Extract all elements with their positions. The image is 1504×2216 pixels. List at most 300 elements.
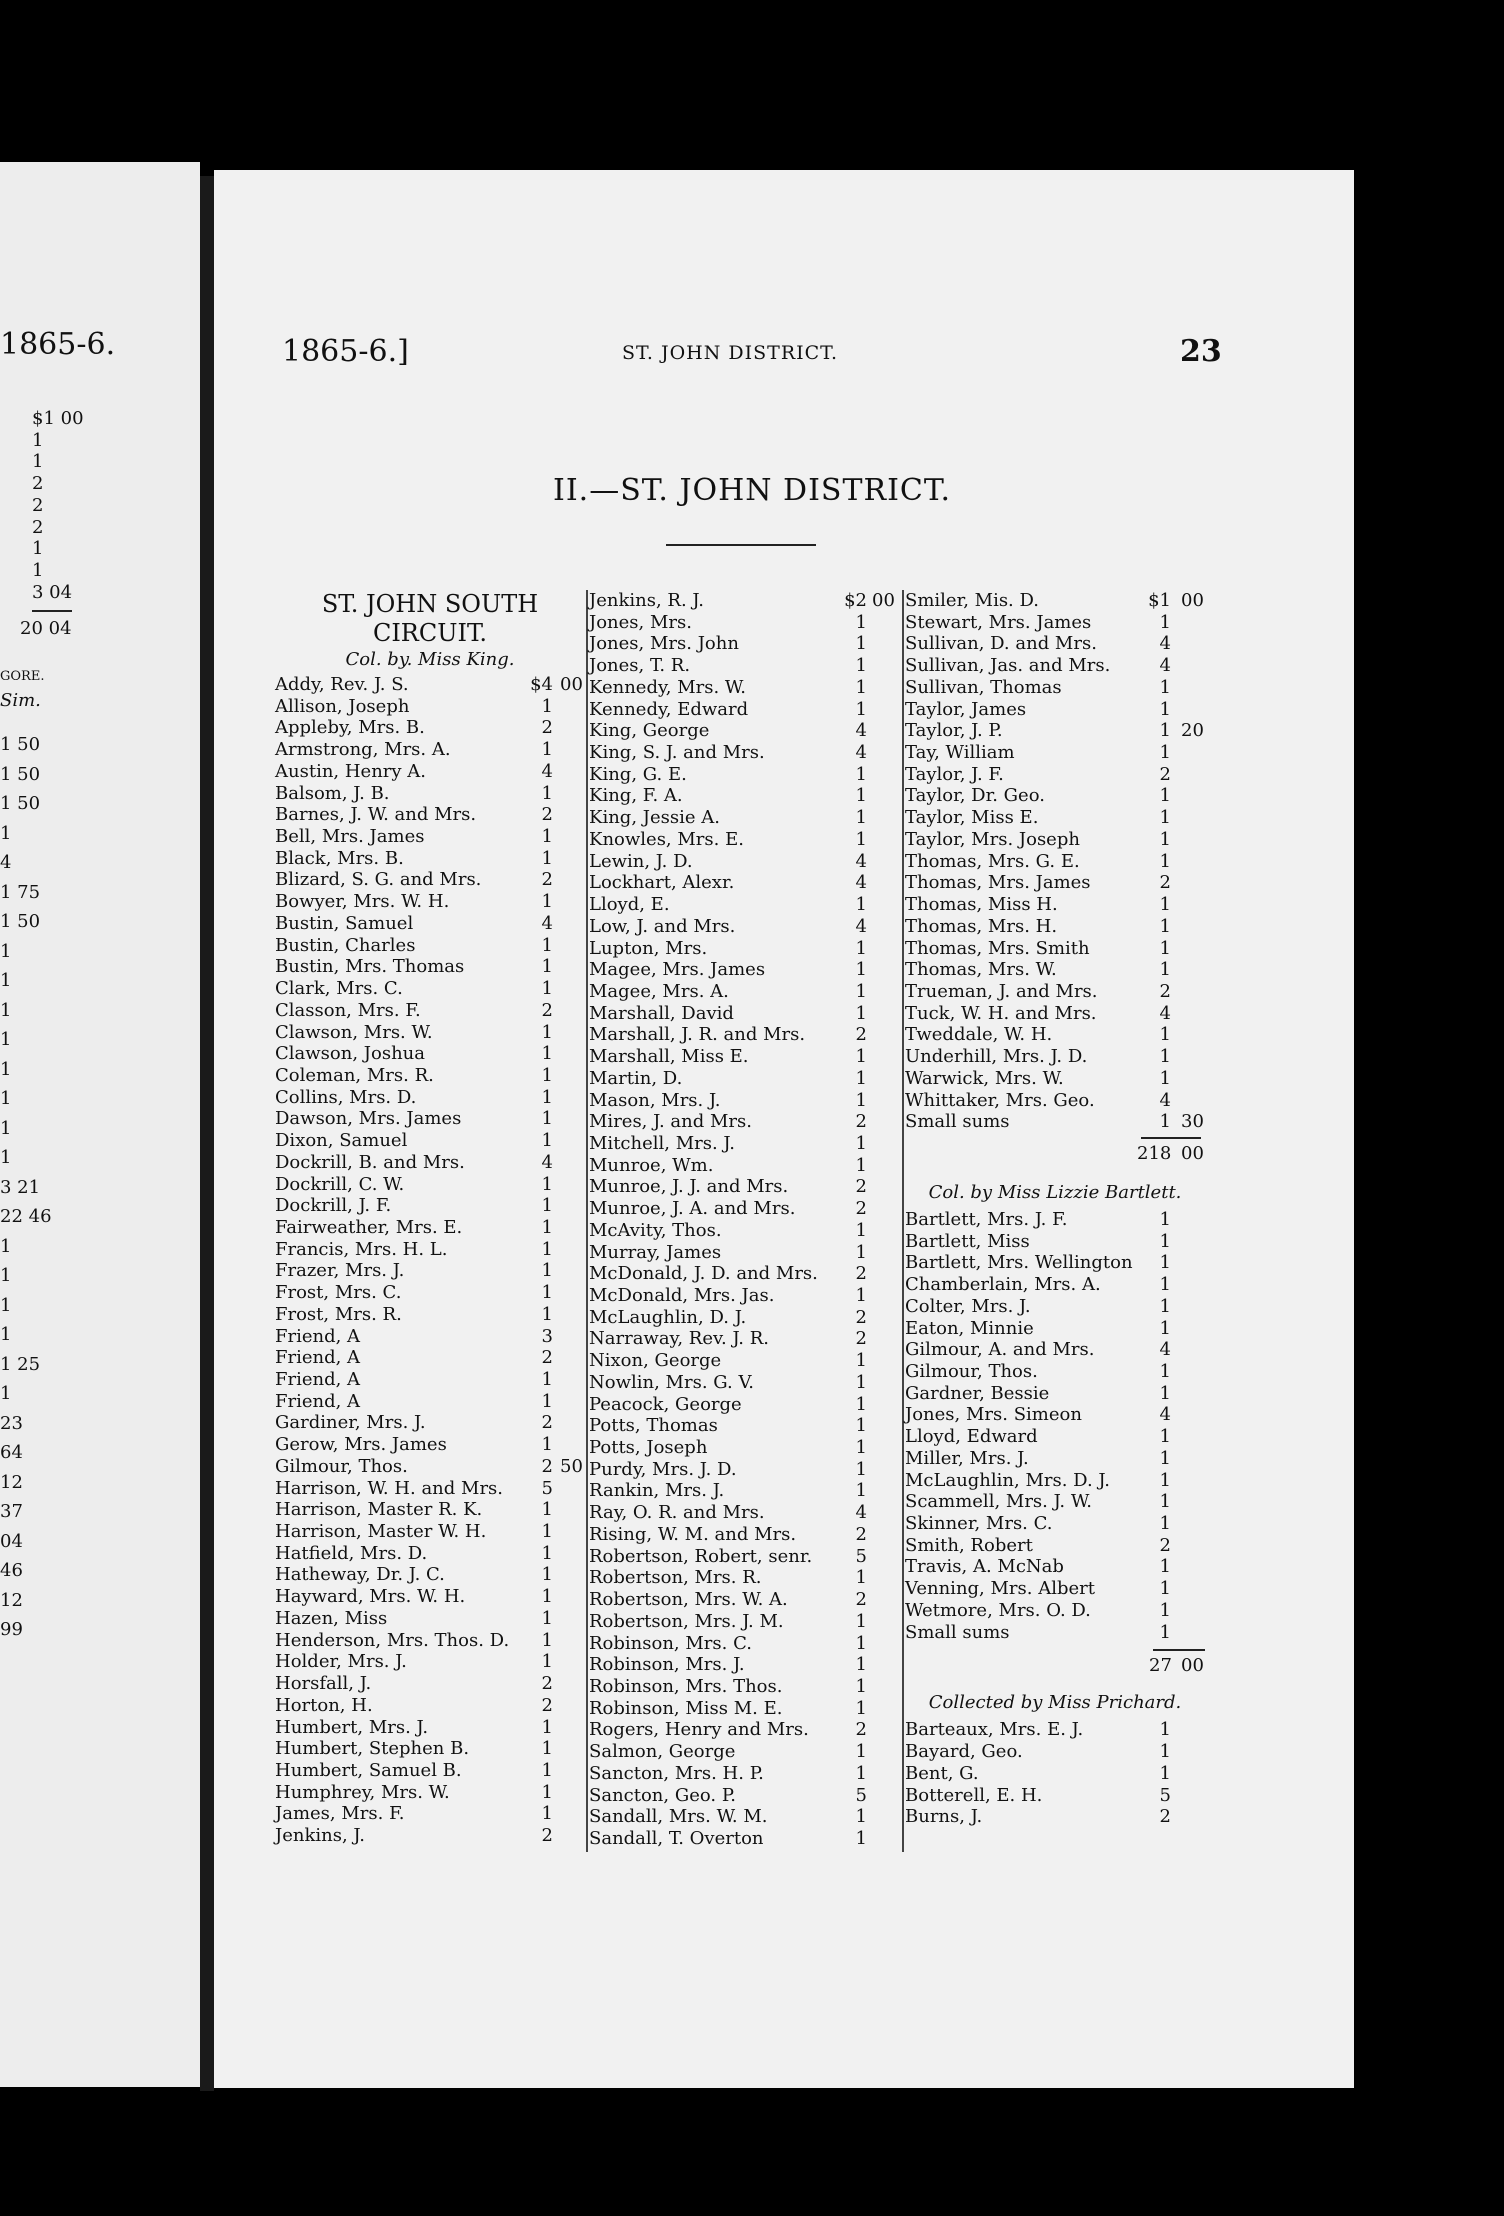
subscriber-name: Thomas, Miss H.	[905, 894, 1058, 916]
subscriber-name: Friend, A	[275, 1347, 361, 1369]
subscriber-name: Robinson, Mrs. C.	[589, 1632, 752, 1654]
amount-dollars: 2	[855, 1024, 867, 1046]
list-item	[905, 1426, 1205, 1448]
subscriber-name: Barteaux, Mrs. E. J.	[905, 1719, 1084, 1741]
column-2	[589, 590, 901, 1852]
subtotal-2	[905, 1643, 1205, 1691]
subscriber-name: Tweddale, W. H.	[905, 1024, 1053, 1046]
left-page-value: 4	[0, 852, 12, 873]
subscriber-name: Armstrong, Mrs. A.	[275, 739, 451, 761]
subscriber-name: Clawson, Joshua	[275, 1043, 425, 1065]
subscriber-name: Hatfield, Mrs. D.	[275, 1542, 428, 1564]
subscriber-name: Friend, A	[275, 1325, 361, 1347]
amount-dollars: 1	[1159, 828, 1171, 850]
left-page-value: 2	[32, 494, 44, 516]
left-page-value: 3 21	[0, 1176, 41, 1198]
list-item	[905, 1068, 1205, 1090]
list-item	[589, 981, 901, 1003]
list-item	[275, 1738, 585, 1760]
list-item	[589, 1111, 901, 1133]
left-page-value: 1	[0, 999, 12, 1021]
list-item	[275, 1825, 585, 1847]
amount-dollars: 1	[541, 1434, 553, 1456]
amount-dollars: 2	[1159, 980, 1171, 1002]
list-item	[589, 655, 901, 677]
subscriber-name: Marshall, David	[589, 1002, 734, 1024]
list-item	[589, 1546, 901, 1568]
list-item	[905, 1491, 1205, 1513]
amount-dollars: 2	[855, 1198, 867, 1220]
subscriber-name: Nowlin, Mrs. G. V.	[589, 1371, 755, 1393]
subscriber-name: Sancton, Mrs. H. P.	[589, 1762, 764, 1784]
subscriber-name: Taylor, James	[905, 698, 1027, 720]
subscriber-name: Smiler, Mis. D.	[905, 590, 1040, 611]
list-item	[589, 1459, 901, 1481]
left-page-value: 1 25	[0, 1353, 41, 1375]
amount-dollars: 1	[1159, 1361, 1171, 1382]
left-page-sum-rule	[32, 610, 72, 612]
list-item	[589, 1350, 901, 1372]
subscriber-name: Rankin, Mrs. J.	[589, 1480, 725, 1502]
list-item	[589, 938, 901, 960]
amount-dollars: 1	[541, 1499, 553, 1521]
list-item	[589, 1328, 901, 1350]
subtotal-1	[905, 1133, 1205, 1181]
amount-dollars: 1	[1159, 915, 1171, 937]
amount-dollars: 1	[1159, 742, 1171, 764]
list-item	[275, 1282, 585, 1304]
list-item	[905, 742, 1205, 764]
subscriber-name: Allison, Joseph	[275, 695, 410, 717]
amount-dollars: 1	[1159, 1741, 1171, 1763]
subscriber-name: Bell, Mrs. James	[275, 826, 425, 848]
subscriber-name: Purdy, Mrs. J. D.	[589, 1458, 737, 1480]
left-page-value: 1	[0, 822, 12, 844]
page-number: 23	[1180, 334, 1222, 369]
list-item	[275, 935, 585, 957]
subscriber-name: Wetmore, Mrs. O. D.	[905, 1599, 1091, 1621]
list-item	[589, 1415, 901, 1437]
amount-dollars: 1	[855, 1437, 867, 1459]
subscriber-name: King, Jessie A.	[589, 807, 720, 829]
subscriber-name: Stewart, Mrs. James	[905, 611, 1092, 633]
subscriber-name: Small sums	[905, 1621, 1010, 1643]
list-item	[589, 1307, 901, 1329]
list-item	[275, 869, 585, 891]
subscriber-name: Collins, Mrs. D.	[275, 1086, 417, 1108]
amount-dollars: 1	[855, 1567, 867, 1589]
subscriber-name: Lockhart, Alexr.	[589, 872, 735, 894]
subscriber-name: Jenkins, R. J.	[589, 590, 704, 611]
list-item	[589, 677, 901, 699]
list-item	[275, 1347, 585, 1369]
amount-dollars: 1	[855, 1285, 867, 1306]
list-item	[905, 851, 1205, 873]
list-item	[905, 1111, 1205, 1133]
subscriber-name: Robinson, Mrs. Thos.	[589, 1675, 783, 1697]
subscriber-name: Jones, Mrs. Simeon	[905, 1404, 1082, 1426]
amount-dollars: 4	[855, 1502, 867, 1524]
list-item	[589, 1133, 901, 1155]
amount-dollars: 1	[541, 1803, 553, 1825]
subscriber-name: Austin, Henry A.	[275, 760, 427, 782]
list-item	[589, 1611, 901, 1633]
subscriber-name: Gardner, Bessie	[905, 1382, 1050, 1404]
subscriber-name: Sullivan, D. and Mrs.	[905, 633, 1097, 655]
subscriber-name: Barnes, J. W. and Mrs.	[275, 804, 477, 826]
left-page-fragment	[0, 162, 200, 2087]
list-item	[589, 1785, 901, 1807]
subscriber-name: Bartlett, Miss	[905, 1230, 1030, 1252]
list-item	[905, 720, 1205, 742]
subscriber-name: McAvity, Thos.	[589, 1219, 722, 1241]
subtotal-dollars: 218	[1137, 1142, 1172, 1164]
left-page-value: 64	[0, 1442, 23, 1463]
subscriber-name: Robertson, Robert, senr.	[589, 1545, 813, 1567]
subscriber-name: Robertson, Mrs. W. A.	[589, 1589, 788, 1611]
amount-cents: 30	[1181, 1111, 1204, 1133]
list-item	[905, 1578, 1205, 1600]
list-item	[589, 1263, 901, 1285]
subscriber-name: Bowyer, Mrs. W. H.	[275, 891, 450, 913]
amount-dollars: 1	[855, 1393, 867, 1415]
list-item	[275, 1673, 585, 1695]
list-item	[275, 1369, 585, 1391]
amount-dollars: 4	[855, 915, 867, 937]
running-header-center: ST. JOHN DISTRICT.	[622, 342, 839, 364]
list-item	[589, 829, 901, 851]
amount-dollars: 1	[541, 1173, 553, 1195]
list-item	[905, 1622, 1205, 1644]
list-item	[589, 785, 901, 807]
amount-dollars: 3	[541, 1325, 553, 1347]
amount-dollars: 1	[855, 763, 867, 785]
subscriber-name: Travis, A. McNab	[905, 1556, 1064, 1578]
list-item	[275, 1260, 585, 1282]
subscriber-name: Gilmour, Thos.	[275, 1455, 408, 1477]
amount-dollars: 2	[541, 804, 553, 826]
amount-dollars: 1	[1159, 1274, 1171, 1296]
left-page-value: 1	[0, 1265, 12, 1286]
amount-dollars: $4	[530, 674, 553, 695]
subscriber-name: Lewin, J. D.	[589, 850, 693, 872]
subtotal-cents: 00	[1181, 1142, 1204, 1164]
amount-dollars: 1	[855, 959, 867, 981]
list-item	[905, 1785, 1205, 1807]
subscriber-name: Martin, D.	[589, 1067, 683, 1089]
amount-dollars: 1	[541, 1542, 553, 1564]
subscriber-name: Chamberlain, Mrs. A.	[905, 1274, 1101, 1296]
amount-dollars: 1	[1159, 1426, 1171, 1448]
list-item	[905, 1318, 1205, 1340]
list-item	[275, 1022, 585, 1044]
amount-cents: 00	[560, 674, 583, 695]
list-item	[275, 1174, 585, 1196]
left-page-header: 1865-6.	[0, 327, 116, 362]
subscriber-name: McLaughlin, D. J.	[589, 1306, 747, 1328]
amount-dollars: 1	[1159, 1111, 1171, 1133]
amount-dollars: 4	[1159, 655, 1171, 677]
subscriber-name: Dawson, Mrs. James	[275, 1108, 462, 1130]
amount-dollars: 1	[1159, 937, 1171, 959]
subscriber-name: Humphrey, Mrs. W.	[275, 1781, 450, 1803]
amount-dollars: 1	[1159, 1621, 1171, 1643]
list-item	[275, 1608, 585, 1630]
list-item	[275, 761, 585, 783]
amount-dollars: 1	[1159, 1599, 1171, 1621]
list-item	[589, 1763, 901, 1785]
list-item	[905, 1274, 1205, 1296]
subscriber-name: Frost, Mrs. C.	[275, 1282, 402, 1304]
subscriber-name: Hayward, Mrs. W. H.	[275, 1586, 466, 1608]
list-item	[589, 1502, 901, 1524]
left-page-value: 37	[0, 1501, 23, 1522]
amount-dollars: 1	[1159, 1447, 1171, 1469]
subscriber-name: Dockrill, J. F.	[275, 1195, 392, 1217]
amount-dollars: 4	[1159, 1089, 1171, 1111]
list-item	[589, 1394, 901, 1416]
subscriber-name: Harrison, Master R. K.	[275, 1499, 483, 1521]
amount-dollars: 1	[541, 1238, 553, 1260]
amount-dollars: $2	[844, 590, 867, 611]
amount-dollars: 1	[855, 1480, 867, 1502]
subscriber-name: Friend, A	[275, 1390, 361, 1412]
subscriber-name: Kennedy, Edward	[589, 698, 749, 720]
list-item	[589, 1176, 901, 1198]
list-item	[905, 764, 1205, 786]
amount-dollars: 2	[855, 1719, 867, 1741]
subscriber-name: Robertson, Mrs. J. M.	[589, 1610, 784, 1632]
subscriber-name: Harrison, Master W. H.	[275, 1521, 487, 1543]
amount-dollars: 1	[541, 1521, 553, 1543]
left-page-value: 04	[0, 1530, 23, 1552]
list-item	[275, 1695, 585, 1717]
list-item	[905, 1231, 1205, 1253]
amount-dollars: 1	[1159, 1046, 1171, 1068]
subscriber-name: Bartlett, Mrs. J. F.	[905, 1208, 1068, 1230]
subscriber-name: King, S. J. and Mrs.	[589, 742, 765, 764]
amount-dollars: 2	[855, 1328, 867, 1350]
subscriber-name: Lloyd, E.	[589, 894, 670, 916]
list-item	[905, 699, 1205, 721]
amount-dollars: 1	[855, 633, 867, 655]
subscriber-name: Taylor, J. F.	[905, 763, 1004, 785]
amount-dollars: 1	[855, 807, 867, 829]
amount-dollars: 1	[1159, 1024, 1171, 1046]
amount-dollars: 1	[855, 611, 867, 633]
amount-dollars: 2	[1159, 763, 1171, 785]
column-divider-2	[902, 590, 904, 1852]
subscriber-name: Smith, Robert	[905, 1534, 1033, 1556]
amount-dollars: 1	[1159, 1067, 1171, 1089]
left-page-value: 1	[0, 1324, 12, 1345]
amount-dollars: 1	[855, 676, 867, 698]
list-item	[905, 612, 1205, 634]
amount-dollars: 2	[855, 1306, 867, 1328]
amount-dollars: 4	[855, 850, 867, 872]
subscriber-name: Jones, Mrs.	[589, 611, 692, 633]
list-item	[275, 1087, 585, 1109]
list-item	[275, 978, 585, 1000]
list-item	[275, 1412, 585, 1434]
amount-dollars: 1	[541, 1021, 553, 1043]
list-item	[589, 1828, 901, 1850]
amount-dollars: 1	[1159, 720, 1171, 742]
list-item	[275, 1434, 585, 1456]
subscriber-name: Appleby, Mrs. B.	[275, 717, 425, 739]
list-item	[275, 956, 585, 978]
subscriber-name: Bartlett, Mrs. Wellington	[905, 1252, 1133, 1274]
subscriber-name: Taylor, Dr. Geo.	[905, 785, 1045, 807]
amount-dollars: 2	[1159, 1534, 1171, 1556]
list-item	[589, 720, 901, 742]
amount-dollars: 1	[541, 1282, 553, 1304]
left-page-value: 22 46	[0, 1206, 52, 1227]
amount-dollars: 1	[541, 695, 553, 717]
list-item	[589, 1480, 901, 1502]
subscriber-list	[905, 1719, 1205, 1828]
amount-dollars: 5	[855, 1545, 867, 1567]
subscriber-name: Henderson, Mrs. Thos. D.	[275, 1629, 510, 1651]
subscriber-name: Trueman, J. and Mrs.	[905, 980, 1098, 1002]
list-item	[589, 1024, 901, 1046]
amount-dollars: 1	[1159, 1230, 1171, 1252]
list-item	[905, 677, 1205, 699]
amount-dollars: 1	[541, 1216, 553, 1238]
list-item	[589, 1068, 901, 1090]
list-item	[589, 1524, 901, 1546]
list-item	[275, 1043, 585, 1065]
left-page-value: 1	[0, 1088, 12, 1109]
subscriber-name: King, George	[589, 720, 710, 742]
amount-dollars: 1	[855, 937, 867, 959]
amount-dollars: 4	[1159, 633, 1171, 655]
amount-dollars: 1	[855, 1132, 867, 1154]
list-item	[589, 1676, 901, 1698]
list-item	[905, 1024, 1205, 1046]
list-item	[275, 1586, 585, 1608]
list-item	[275, 1217, 585, 1239]
amount-cents: 00	[1181, 590, 1204, 611]
list-item	[589, 764, 901, 786]
amount-dollars: 2	[855, 1523, 867, 1545]
subscriber-name: Thomas, Mrs. Smith	[905, 937, 1090, 959]
subscriber-name: Munroe, Wm.	[589, 1154, 714, 1176]
amount-dollars: 2	[1159, 872, 1171, 894]
amount-dollars: 1	[541, 1369, 553, 1390]
subscriber-name: Rising, W. M. and Mrs.	[589, 1523, 797, 1545]
left-page-value: 1	[0, 1294, 12, 1316]
list-item	[275, 1499, 585, 1521]
subscriber-name: Horsfall, J.	[275, 1673, 372, 1695]
subscriber-name: Robertson, Mrs. R.	[589, 1567, 762, 1589]
amount-dollars: 1	[855, 828, 867, 850]
subscriber-name: King, G. E.	[589, 763, 687, 785]
subscriber-name: Mires, J. and Mrs.	[589, 1111, 752, 1133]
list-item	[275, 1717, 585, 1739]
subscriber-name: Thomas, Mrs. W.	[905, 959, 1057, 981]
subscriber-name: Narraway, Rev. J. R.	[589, 1328, 769, 1350]
list-item	[589, 916, 901, 938]
list-item	[275, 1630, 585, 1652]
amount-dollars: 1	[855, 980, 867, 1002]
subscriber-name: Tay, William	[905, 742, 1015, 764]
list-item	[589, 1242, 901, 1264]
subscriber-name: Sancton, Geo. P.	[589, 1784, 737, 1806]
amount-dollars: 1	[541, 1086, 553, 1108]
subscriber-name: Potts, Joseph	[589, 1437, 708, 1459]
circuit-heading-line1: ST. JOHN SOUTH	[321, 590, 539, 618]
amount-dollars: 4	[541, 760, 553, 782]
amount-dollars: 1	[541, 1108, 553, 1130]
list-item	[275, 826, 585, 848]
list-item	[905, 981, 1205, 1003]
amount-dollars: 2	[855, 1176, 867, 1198]
amount-dollars: 1	[855, 1610, 867, 1632]
list-item	[589, 959, 901, 981]
list-item	[275, 1803, 585, 1825]
subscriber-name: Miller, Mrs. J.	[905, 1447, 1029, 1469]
amount-dollars: 1	[855, 1806, 867, 1828]
subscriber-name: Warwick, Mrs. W.	[905, 1067, 1064, 1089]
amount-dollars: 1	[541, 847, 553, 869]
list-item	[589, 1372, 901, 1394]
subscriber-name: Lloyd, Edward	[905, 1426, 1038, 1448]
circuit-heading-line2: CIRCUIT.	[372, 619, 488, 647]
amount-dollars: 1	[855, 1089, 867, 1111]
list-item	[589, 851, 901, 873]
subscriber-name: Ray, O. R. and Mrs.	[589, 1502, 765, 1524]
column-3	[905, 590, 1205, 1852]
running-header-left: 1865-6.]	[282, 334, 409, 369]
list-item	[589, 699, 901, 721]
list-item	[275, 1152, 585, 1174]
left-page-value: 1	[32, 538, 44, 560]
subscriber-name: Gilmour, A. and Mrs.	[905, 1339, 1095, 1361]
amount-dollars: 1	[855, 1067, 867, 1089]
subscriber-list	[905, 1209, 1205, 1643]
subscriber-name: Francis, Mrs. H. L.	[275, 1238, 448, 1260]
amount-dollars: 1	[541, 1651, 553, 1673]
amount-dollars: 1	[855, 1458, 867, 1480]
list-item	[275, 891, 585, 913]
left-page-value: 2	[32, 473, 44, 495]
subscriber-name: Sandall, T. Overton	[589, 1827, 764, 1849]
list-item	[275, 1304, 585, 1326]
amount-dollars: 1	[855, 894, 867, 916]
subscriber-name: McLaughlin, Mrs. D. J.	[905, 1469, 1110, 1491]
subscriber-name: Jenkins, J.	[275, 1825, 365, 1847]
subscriber-name: Mason, Mrs. J.	[589, 1089, 721, 1111]
list-item	[905, 1741, 1205, 1763]
subscriber-name: King, F. A.	[589, 785, 683, 807]
list-item	[275, 783, 585, 805]
left-page-value: 12	[0, 1589, 23, 1611]
subscriber-list	[589, 590, 901, 1850]
amount-cents: 20	[1181, 720, 1204, 742]
list-item	[275, 1108, 585, 1130]
subscriber-name: Hazen, Miss	[275, 1607, 388, 1629]
subscriber-name: Nixon, George	[589, 1350, 722, 1372]
column-1	[275, 590, 585, 1852]
list-item	[275, 1326, 585, 1348]
subscriber-name: Magee, Mrs. A.	[589, 980, 729, 1002]
list-item	[905, 1719, 1205, 1741]
amount-dollars: 1	[855, 785, 867, 807]
amount-dollars: 1	[541, 1607, 553, 1629]
list-item	[275, 1478, 585, 1500]
amount-dollars: 1	[855, 1697, 867, 1719]
